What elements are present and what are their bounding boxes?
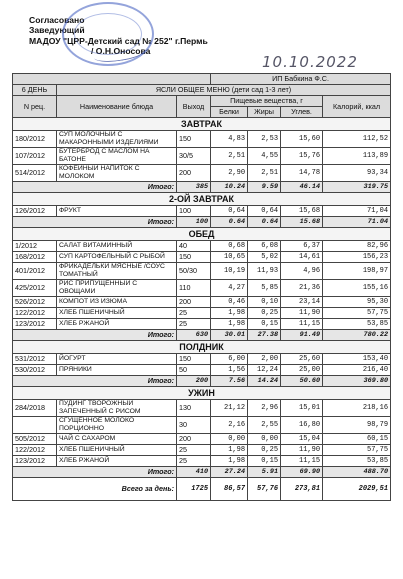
column-header-nutrients: Пищевые вещества, г (211, 96, 323, 107)
table-row (13, 241, 391, 252)
yield-value: 110 (177, 280, 211, 297)
total-carbs: 69.90 (281, 467, 323, 478)
carbs-value: 25,60 (281, 354, 323, 365)
section-header-row (13, 193, 391, 206)
fat-value: 4,55 (248, 148, 281, 165)
total-fat: 5.91 (248, 467, 281, 478)
dish-name: ХЛЕБ ПШЕНИЧНЫЙ (57, 445, 177, 456)
section-header-row (13, 228, 391, 241)
total-carbs: 50.60 (281, 376, 323, 387)
column-header-protein: Белки (211, 107, 248, 118)
protein-value: 1,56 (211, 365, 248, 376)
dish-name: ЧАЙ С САХАРОМ (57, 434, 177, 445)
table-row (13, 445, 391, 456)
carbs-value: 15,68 (281, 206, 323, 217)
total-calories: 71.04 (323, 217, 391, 228)
table-row (13, 354, 391, 365)
dish-name: ХЛЕБ РЖАНОЙ (57, 319, 177, 330)
section-total-row (13, 182, 391, 193)
yield-value: 25 (177, 319, 211, 330)
fat-value: 0,15 (248, 319, 281, 330)
column-header-dish: Наименование блюда (57, 96, 177, 118)
total-label: Итого: (13, 330, 177, 341)
recipe-number: 514/2012 (13, 165, 57, 182)
fat-value: 5,85 (248, 280, 281, 297)
protein-value: 4,83 (211, 131, 248, 148)
fat-value: 0,00 (248, 434, 281, 445)
grand-total-yield: 1725 (177, 478, 211, 501)
fat-value: 6,08 (248, 241, 281, 252)
dish-name: ФРИКАДЕЛЬКИ МЯСНЫЕ /СОУС ТОМАТНЫЙ (57, 263, 177, 280)
dish-name: ПРЯНИКИ (57, 365, 177, 376)
organization-name: ИП Бабкина Ф.С. (211, 74, 391, 85)
total-calories: 488.70 (323, 467, 391, 478)
fat-value: 2,53 (248, 131, 281, 148)
total-yield: 630 (177, 330, 211, 341)
protein-value: 0,46 (211, 297, 248, 308)
carbs-value: 14,78 (281, 165, 323, 182)
carbs-value: 15,60 (281, 131, 323, 148)
recipe-number: 425/2012 (13, 280, 57, 297)
yield-value: 30/5 (177, 148, 211, 165)
dish-name: СУП КАРТОФЕЛЬНЫЙ С РЫБОЙ (57, 252, 177, 263)
recipe-number: 530/2012 (13, 365, 57, 376)
grand-total-label: Всего за день: (13, 478, 177, 501)
calories-value: 153,40 (323, 354, 391, 365)
carbs-value: 25,00 (281, 365, 323, 376)
carbs-value: 11,15 (281, 319, 323, 330)
protein-value: 2,90 (211, 165, 248, 182)
column-header-calories: Калорий, ккал (323, 96, 391, 118)
recipe-number: 1/2012 (13, 241, 57, 252)
grand-total-calories: 2029,51 (323, 478, 391, 501)
calories-value: 218,16 (323, 400, 391, 417)
table-row (13, 280, 391, 297)
total-label: Итого: (13, 467, 177, 478)
day-label: 6 ДЕНЬ (13, 85, 57, 96)
total-protein: 27.24 (211, 467, 248, 478)
calories-value: 112,52 (323, 131, 391, 148)
carbs-value: 4,96 (281, 263, 323, 280)
protein-value: 0,64 (211, 206, 248, 217)
handwritten-date: 10.10.2022 (262, 53, 358, 71)
protein-value: 2,16 (211, 417, 248, 434)
yield-value: 200 (177, 434, 211, 445)
fat-value: 2,51 (248, 165, 281, 182)
total-label: Итого: (13, 182, 177, 193)
dish-name: ЙОГУРТ (57, 354, 177, 365)
dish-name: РИС ПРИПУЩЕННЫЙ С ОВОЩАМИ (57, 280, 177, 297)
column-header-carbs: Углев. (281, 107, 323, 118)
column-header-fat: Жиры (248, 107, 281, 118)
total-calories: 369.80 (323, 376, 391, 387)
dish-name: ХЛЕБ ПШЕНИЧНЫЙ (57, 308, 177, 319)
yield-value: 150 (177, 252, 211, 263)
dish-name: БУТЕРБРОД С МАСЛОМ НА БАТОНЕ (57, 148, 177, 165)
protein-value: 6,00 (211, 354, 248, 365)
fat-value: 5,02 (248, 252, 281, 263)
recipe-number: 284/2018 (13, 400, 57, 417)
calories-value: 93,34 (323, 165, 391, 182)
yield-value: 25 (177, 445, 211, 456)
approval-line-position: Заведующий (29, 25, 85, 36)
section-title: ОБЕД (13, 228, 391, 241)
carbs-value: 15,01 (281, 400, 323, 417)
table-row (13, 206, 391, 217)
table-row (13, 417, 391, 434)
recipe-number: 126/2012 (13, 206, 57, 217)
carbs-value: 14,61 (281, 252, 323, 263)
yield-value: 25 (177, 308, 211, 319)
menu-title: ЯСЛИ ОБЩЕЕ МЕНЮ (дети сад 1-3 лет) (57, 85, 391, 96)
dish-name: КОФЕЙНЫЙ НАПИТОК С МОЛОКОМ (57, 165, 177, 182)
section-total-row (13, 467, 391, 478)
section-header-row (13, 341, 391, 354)
total-carbs: 46.14 (281, 182, 323, 193)
section-title: 2-ОЙ ЗАВТРАК (13, 193, 391, 206)
total-protein: 7.56 (211, 376, 248, 387)
recipe-number: 180/2012 (13, 131, 57, 148)
total-yield: 410 (177, 467, 211, 478)
carbs-value: 6,37 (281, 241, 323, 252)
section-header-row (13, 387, 391, 400)
dish-name: КОМПОТ ИЗ ИЗЮМА (57, 297, 177, 308)
section-total-row (13, 330, 391, 341)
fat-value: 2,96 (248, 400, 281, 417)
calories-value: 60,15 (323, 434, 391, 445)
table-row (13, 434, 391, 445)
approval-line-signatory: / О.Н.Оносова (91, 45, 151, 56)
approval-line-agreed: Согласовано (29, 15, 85, 25)
section-total-row (13, 217, 391, 228)
fat-value: 0,25 (248, 308, 281, 319)
dish-name: ХЛЕБ РЖАНОЙ (57, 456, 177, 467)
dish-name: ФРУКТ (57, 206, 177, 217)
protein-value: 1,98 (211, 456, 248, 467)
section-header-row (13, 118, 391, 131)
fat-value: 11,93 (248, 263, 281, 280)
calories-value: 57,75 (323, 445, 391, 456)
total-yield: 100 (177, 217, 211, 228)
total-carbs: 15.68 (281, 217, 323, 228)
table-row (13, 263, 391, 280)
section-title: ЗАВТРАК (13, 118, 391, 131)
empty-header-cell (13, 74, 211, 85)
calories-value: 113,89 (323, 148, 391, 165)
column-header-yield: Выход (177, 96, 211, 118)
grand-total-protein: 86,57 (211, 478, 248, 501)
recipe-number: 401/2012 (13, 263, 57, 280)
fat-value: 0,25 (248, 445, 281, 456)
carbs-value: 11,15 (281, 456, 323, 467)
dish-name: СУП МОЛОЧНЫЙ С МАКАРОННЫМИ ИЗДЕЛИЯМИ (57, 131, 177, 148)
table-row (13, 308, 391, 319)
table-row (13, 456, 391, 467)
calories-value: 53,85 (323, 319, 391, 330)
recipe-number: 122/2012 (13, 445, 57, 456)
carbs-value: 11,90 (281, 308, 323, 319)
protein-value: 21,12 (211, 400, 248, 417)
calories-value: 156,23 (323, 252, 391, 263)
yield-value: 50/30 (177, 263, 211, 280)
calories-value: 53,85 (323, 456, 391, 467)
total-fat: 14.24 (248, 376, 281, 387)
carbs-value: 15,04 (281, 434, 323, 445)
protein-value: 1,98 (211, 308, 248, 319)
protein-value: 1,98 (211, 319, 248, 330)
fat-value: 2,00 (248, 354, 281, 365)
fat-value: 0,15 (248, 456, 281, 467)
carbs-value: 16,80 (281, 417, 323, 434)
calories-value: 57,75 (323, 308, 391, 319)
yield-value: 25 (177, 456, 211, 467)
table-row (13, 131, 391, 148)
calories-value: 216,40 (323, 365, 391, 376)
recipe-number: 531/2012 (13, 354, 57, 365)
dish-name: САЛАТ ВИТАМИННЫЙ (57, 241, 177, 252)
table-row (13, 252, 391, 263)
grand-total-carbs: 273,81 (281, 478, 323, 501)
calories-value: 95,30 (323, 297, 391, 308)
yield-value: 40 (177, 241, 211, 252)
total-fat: 9.59 (248, 182, 281, 193)
carbs-value: 11,90 (281, 445, 323, 456)
dish-name: СГУЩЕННОЕ МОЛОКО ПОРЦИОННО (57, 417, 177, 434)
recipe-number: 505/2012 (13, 434, 57, 445)
total-calories: 319.75 (323, 182, 391, 193)
section-total-row (13, 376, 391, 387)
fat-value: 0,64 (248, 206, 281, 217)
calories-value: 71,04 (323, 206, 391, 217)
recipe-number: 122/2012 (13, 308, 57, 319)
recipe-number: 107/2012 (13, 148, 57, 165)
total-fat: 0.64 (248, 217, 281, 228)
fat-value: 12,24 (248, 365, 281, 376)
protein-value: 0,00 (211, 434, 248, 445)
yield-value: 200 (177, 165, 211, 182)
column-header-recipe: N рец. (13, 96, 57, 118)
recipe-number: 123/2012 (13, 456, 57, 467)
menu-table (12, 73, 391, 501)
calories-value: 82,96 (323, 241, 391, 252)
table-row (13, 297, 391, 308)
recipe-number (13, 417, 57, 434)
protein-value: 10,19 (211, 263, 248, 280)
carbs-value: 23,14 (281, 297, 323, 308)
total-protein: 30.01 (211, 330, 248, 341)
table-row (13, 148, 391, 165)
total-calories: 780.22 (323, 330, 391, 341)
yield-value: 150 (177, 354, 211, 365)
carbs-value: 21,36 (281, 280, 323, 297)
yield-value: 200 (177, 297, 211, 308)
total-fat: 27.38 (248, 330, 281, 341)
total-label: Итого: (13, 376, 177, 387)
recipe-number: 526/2012 (13, 297, 57, 308)
protein-value: 0,68 (211, 241, 248, 252)
total-protein: 10.24 (211, 182, 248, 193)
protein-value: 4,27 (211, 280, 248, 297)
yield-value: 50 (177, 365, 211, 376)
protein-value: 2,51 (211, 148, 248, 165)
approval-line-organization: МАДОУ "ЦРР-Детский сад № 252" г.Пермь (29, 35, 208, 46)
fat-value: 2,55 (248, 417, 281, 434)
total-yield: 385 (177, 182, 211, 193)
calories-value: 98,79 (323, 417, 391, 434)
yield-value: 130 (177, 400, 211, 417)
total-protein: 0.64 (211, 217, 248, 228)
dish-name: ПУДИНГ ТВОРОЖНЫЙ ЗАПЕЧЕННЫЙ С РИСОМ (57, 400, 177, 417)
section-title: ПОЛДНИК (13, 341, 391, 354)
carbs-value: 15,76 (281, 148, 323, 165)
recipe-number: 168/2012 (13, 252, 57, 263)
recipe-number: 123/2012 (13, 319, 57, 330)
grand-total-fat: 57,76 (248, 478, 281, 501)
table-row (13, 365, 391, 376)
grand-total-row (13, 478, 391, 501)
fat-value: 0,10 (248, 297, 281, 308)
total-yield: 200 (177, 376, 211, 387)
protein-value: 1,98 (211, 445, 248, 456)
section-title: УЖИН (13, 387, 391, 400)
yield-value: 100 (177, 206, 211, 217)
yield-value: 150 (177, 131, 211, 148)
calories-value: 155,16 (323, 280, 391, 297)
calories-value: 198,97 (323, 263, 391, 280)
table-row (13, 165, 391, 182)
table-row (13, 319, 391, 330)
table-row (13, 400, 391, 417)
yield-value: 30 (177, 417, 211, 434)
protein-value: 10,65 (211, 252, 248, 263)
total-label: Итого: (13, 217, 177, 228)
total-carbs: 91.49 (281, 330, 323, 341)
